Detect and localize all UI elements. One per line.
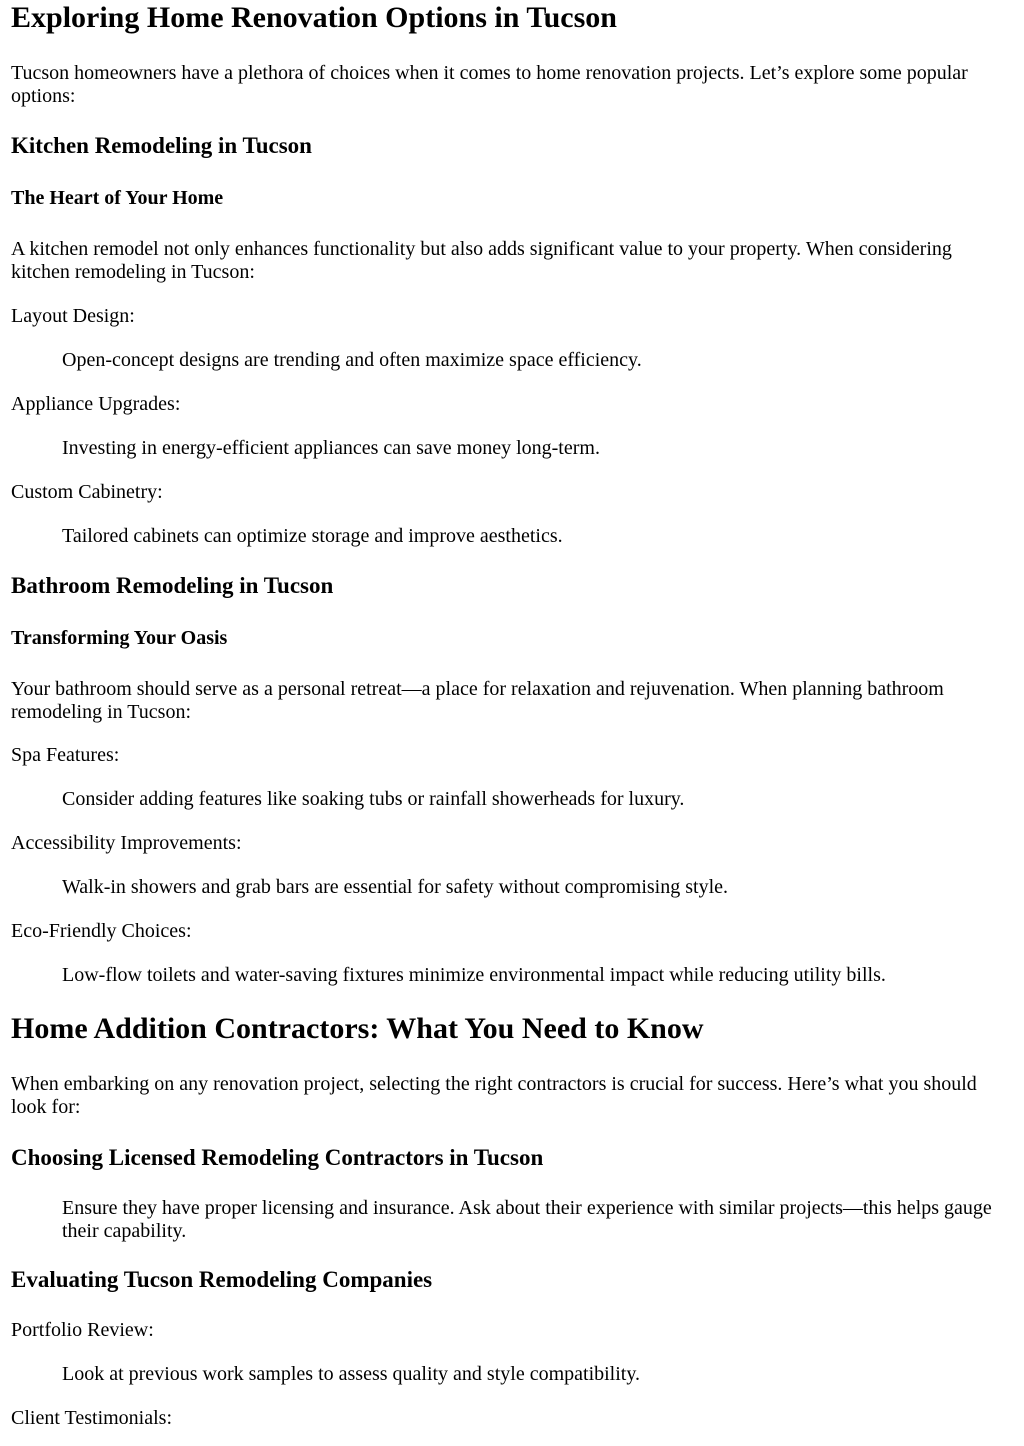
bathroom-intro: Your bathroom should serve as a personal retreat—a place for relaxation and rejuvenation. When planning bathroom remodeling in Tucson: — [11, 678, 944, 723]
evaluating-item-term: Client Testimonials: — [11, 1407, 173, 1429]
bathroom-item-term: Spa Features: — [11, 744, 120, 766]
kitchen-intro: A kitchen remodel not only enhances functionality but also adds significant value to your property. When considering kitchen remodeling in Tucson: — [11, 238, 952, 283]
contractors-intro: When embarking on any renovation project, selecting the right contractors is crucial for success. Here’s what you should look for: — [11, 1073, 977, 1118]
kitchen-item-term: Appliance Upgrades: — [11, 393, 181, 415]
bathroom-item-desc: Consider adding features like soaking tubs or rainfall showerheads for luxury. — [62, 788, 685, 810]
bathroom-item-desc: Low-flow toilets and water-saving fixtures minimize environmental impact while reducing utility bills. — [62, 964, 886, 986]
kitchen-item-desc: Investing in energy-efficient appliances can save money long-term. — [62, 437, 600, 459]
bathroom-item-term: Eco-Friendly Choices: — [11, 920, 192, 942]
bathroom-heading: Bathroom Remodeling in Tucson — [11, 573, 334, 598]
evaluating-heading: Evaluating Tucson Remodeling Companies — [11, 1267, 433, 1292]
kitchen-item-desc: Open-concept designs are trending and often maximize space efficiency. — [62, 349, 642, 371]
evaluating-item-term: Portfolio Review: — [11, 1319, 154, 1341]
contractors-title: Home Addition Contractors: What You Need to Know — [11, 1012, 704, 1045]
page-title: Exploring Home Renovation Options in Tucson — [11, 1, 617, 34]
evaluating-item-desc: Look at previous work samples to assess quality and style compatibility. — [62, 1363, 641, 1385]
bathroom-item-term: Accessibility Improvements: — [11, 832, 242, 854]
intro-paragraph: Tucson homeowners have a plethora of choices when it comes to home renovation projects. Let’s explore some popular options: — [11, 62, 968, 107]
kitchen-heading: Kitchen Remodeling in Tucson — [11, 133, 312, 158]
bathroom-item-desc: Walk-in showers and grab bars are essential for safety without compromising style. — [62, 876, 728, 898]
licensed-text: Ensure they have proper licensing and insurance. Ask about their experience with similar projects—this helps gauge their capability. — [62, 1197, 992, 1242]
kitchen-item-term: Custom Cabinetry: — [11, 481, 163, 503]
kitchen-item-term: Layout Design: — [11, 305, 135, 327]
kitchen-item-desc: Tailored cabinets can optimize storage and improve aesthetics. — [62, 525, 563, 547]
bathroom-subheading: Transforming Your Oasis — [11, 627, 228, 649]
licensed-heading: Choosing Licensed Remodeling Contractors in Tucson — [11, 1145, 544, 1170]
kitchen-subheading: The Heart of Your Home — [11, 187, 224, 209]
